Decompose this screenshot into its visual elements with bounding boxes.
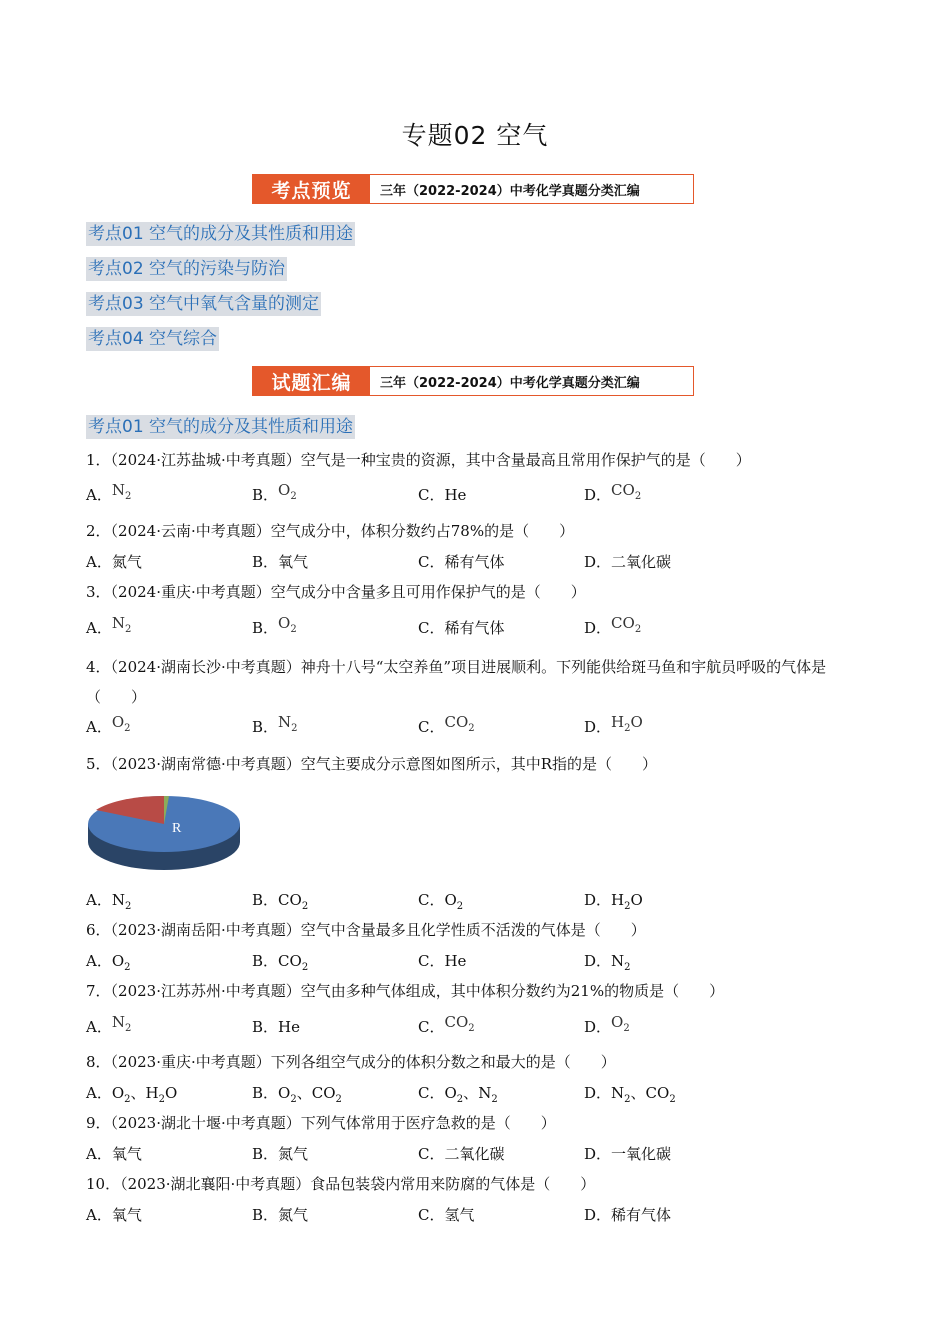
option-c[interactable]: C．$O_2$、$N_2$ [418, 1084, 498, 1105]
option-c[interactable]: C．$O_2$ [418, 891, 464, 912]
option-d[interactable]: D．$N_2$、$CO_2$ [584, 1084, 676, 1105]
option-c[interactable]: C．$CO_2$ [418, 713, 475, 736]
question-stem: 1．（2024·江苏盐城·中考真题）空气是一种宝贵的资源，其中含量最高且常用作保护气的是（ ） [86, 451, 751, 469]
banner-tag: 试题汇编 [253, 367, 370, 395]
option-a[interactable]: A．$N_2$ [86, 614, 132, 637]
option-a[interactable]: A．氧气 [86, 1145, 142, 1163]
banner-text: 三年（2022-2024）中考化学真题分类汇编 [380, 183, 640, 199]
question-stem: 8．（2023·重庆·中考真题）下列各组空气成分的体积分数之和最大的是（ ） [86, 1053, 616, 1071]
preview-item[interactable]: 考点03 空气中氧气含量的测定 [88, 294, 320, 314]
questions-banner [252, 366, 694, 396]
option-a[interactable]: A．$O_2$ [86, 713, 131, 736]
option-c[interactable]: C．He [418, 952, 467, 970]
option-c[interactable]: C．He [418, 486, 467, 504]
option-b[interactable]: B．$O_2$ [252, 481, 297, 504]
pie-label-r: R [172, 821, 182, 836]
options-row [86, 614, 866, 639]
option-d[interactable]: D．$CO_2$ [584, 614, 642, 637]
option-a[interactable]: A．$N_2$ [86, 891, 132, 912]
option-c[interactable]: C．$CO_2$ [418, 1013, 475, 1036]
option-b[interactable]: B．氧气 [252, 553, 309, 571]
question-stem: 5．（2023·湖南常德·中考真题）空气主要成分示意图如图所示，其中R指的是（ ） [86, 755, 658, 773]
preview-banner [252, 174, 694, 204]
options-row [86, 481, 866, 506]
option-a[interactable]: A．氧气 [86, 1206, 142, 1224]
option-a[interactable]: A．$N_2$ [86, 1013, 132, 1036]
option-d[interactable]: D．二氧化碳 [584, 553, 672, 571]
options-row [86, 1204, 866, 1226]
option-d[interactable]: D．$CO_2$ [584, 481, 642, 504]
options-row [86, 713, 866, 738]
option-a[interactable]: A．氮气 [86, 553, 142, 571]
option-b[interactable]: B．$CO_2$ [252, 952, 309, 973]
options-row [86, 1013, 866, 1038]
banner-tag: 考点预览 [253, 175, 370, 203]
preview-item[interactable]: 考点04 空气综合 [88, 329, 218, 349]
options-row [86, 1143, 866, 1165]
option-a[interactable]: A．$O_2$ [86, 952, 131, 973]
question-stem: 9．（2023·湖北十堰·中考真题）下列气体常用于医疗急救的是（ ） [86, 1114, 556, 1132]
options-row [86, 889, 866, 911]
option-d[interactable]: D．$H_2O$ [584, 713, 643, 736]
question-stem: 6．（2023·湖南岳阳·中考真题）空气中含量最多且化学性质不活泼的气体是（ ） [86, 921, 646, 939]
option-c[interactable]: C．氢气 [418, 1206, 475, 1224]
option-b[interactable]: B．He [252, 1018, 300, 1036]
option-d[interactable]: D．$O_2$ [584, 1013, 630, 1036]
option-b[interactable]: B．$N_2$ [252, 713, 298, 736]
option-c[interactable]: C．二氧化碳 [418, 1145, 505, 1163]
banner-text: 三年（2022-2024）中考化学真题分类汇编 [380, 375, 640, 391]
option-b[interactable]: B．$O_2$ [252, 614, 297, 637]
option-b[interactable]: B．氮气 [252, 1145, 309, 1163]
option-b[interactable]: B．氮气 [252, 1206, 309, 1224]
option-b[interactable]: B．$CO_2$ [252, 891, 309, 912]
page-title: 专题02 空气 [401, 121, 549, 150]
option-d[interactable]: D．$N_2$ [584, 952, 631, 973]
question-stem: 4．（2024·湖南长沙·中考真题）神舟十八号“太空养鱼”项目进展顺利。下列能供给斑马鱼和宇航员呼吸的气体是（ ） [86, 658, 827, 706]
option-d[interactable]: D．$H_2O$ [584, 891, 643, 912]
options-row [86, 551, 866, 573]
option-d[interactable]: D．稀有气体 [584, 1206, 672, 1224]
air-composition-pie [86, 780, 242, 876]
question-stem: 3．（2024·重庆·中考真题）空气成分中含量多且可用作保护气的是（ ） [86, 583, 586, 601]
option-c[interactable]: C．稀有气体 [418, 619, 505, 637]
options-row [86, 1082, 866, 1104]
section-heading: 考点01 空气的成分及其性质和用途 [88, 417, 354, 437]
option-a[interactable]: A．$O_2$、$H_2O$ [86, 1084, 178, 1105]
option-b[interactable]: B．$O_2$、$CO_2$ [252, 1084, 342, 1105]
option-c[interactable]: C．稀有气体 [418, 553, 505, 571]
question-stem: 2．（2024·云南·中考真题）空气成分中，体积分数约占78%的是（ ） [86, 522, 575, 540]
options-row [86, 950, 866, 972]
option-a[interactable]: A．$N_2$ [86, 481, 132, 504]
preview-item[interactable]: 考点01 空气的成分及其性质和用途 [88, 224, 354, 244]
question-stem: 7．（2023·江苏苏州·中考真题）空气由多种气体组成，其中体积分数约为21%的物质是（ ） [86, 982, 725, 1000]
question-stem: 10．（2023·湖北襄阳·中考真题）食品包装袋内常用来防腐的气体是（ ） [86, 1175, 596, 1193]
preview-item[interactable]: 考点02 空气的污染与防治 [88, 259, 286, 279]
option-d[interactable]: D．一氧化碳 [584, 1145, 672, 1163]
